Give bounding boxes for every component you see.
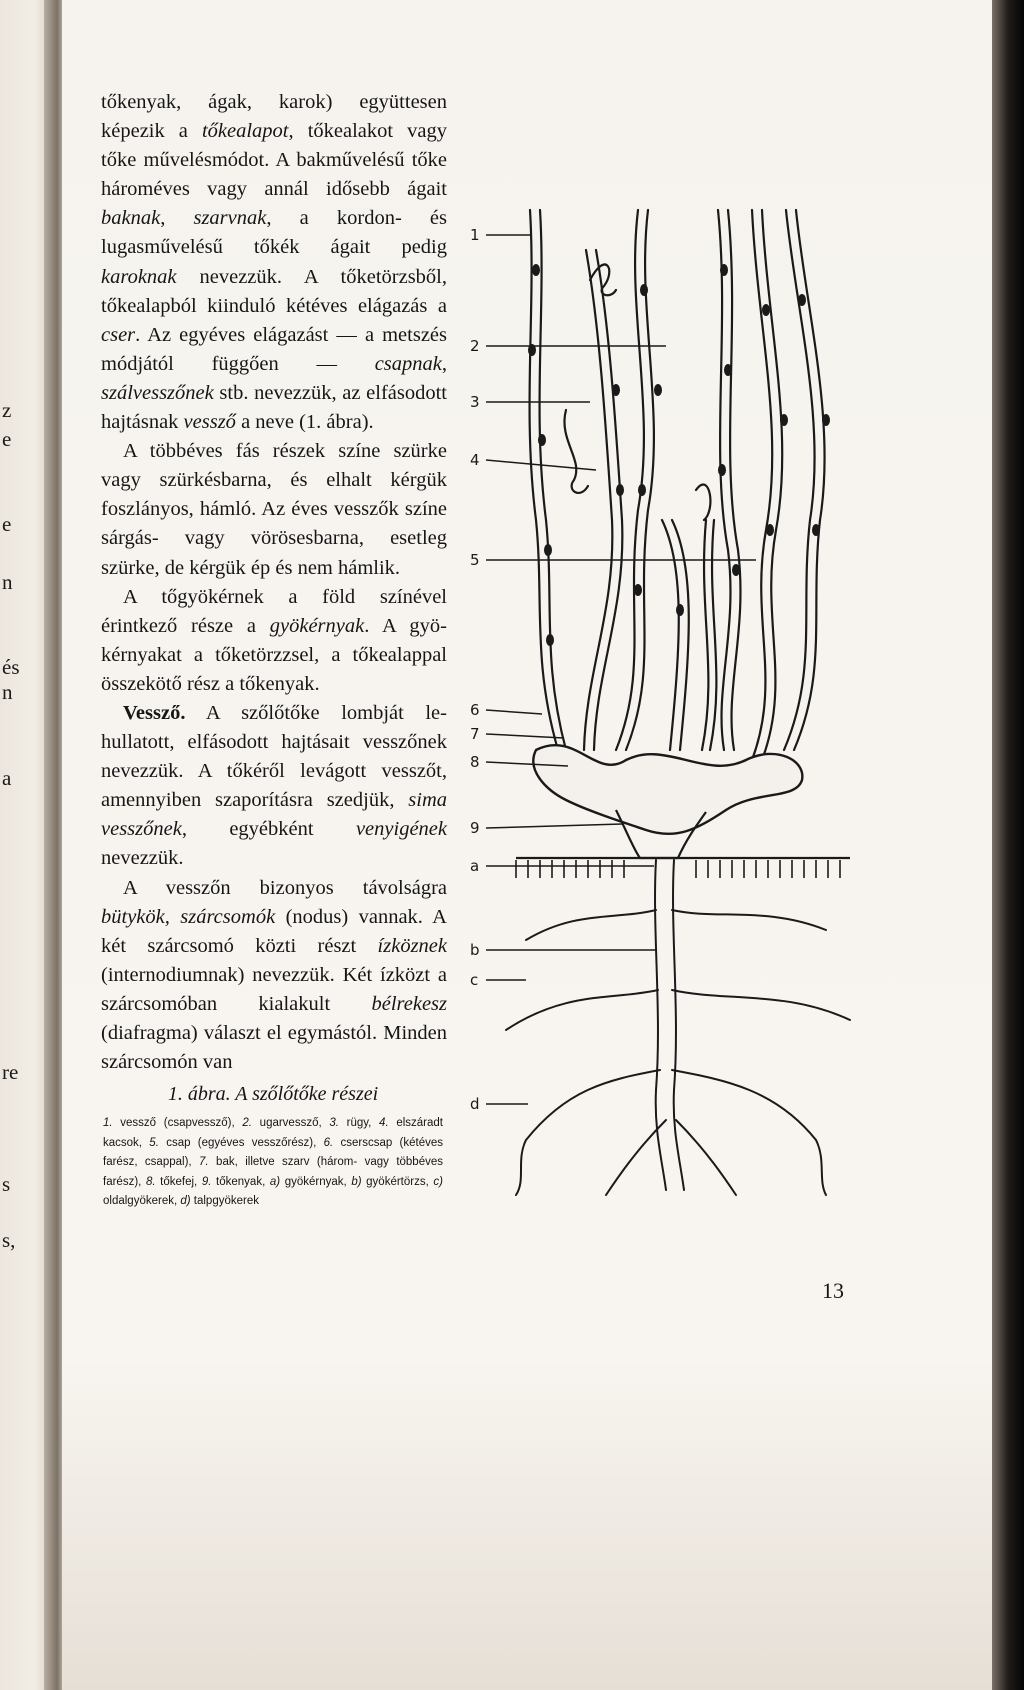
prev-page-fragment: a [2, 766, 12, 790]
figure-label: 1 [470, 226, 480, 244]
caption-body: 1. vessző (csapvessző), 2. ugarvessző, 3. rügy, 4. elszáradt kacsok, 5. csap (egyéves vesszőrész), 6. cserscsap (kétéves farész, csappal), 7. bak, illetve szarv (három- vagy többéves farész), 8. tőkefej, 9. tőkenyak, a) gyökérnyak, b) gyökértörzs, c) oldalgyökerek, d) talpgyökerek [103, 1117, 443, 1208]
paragraph-3: A tőgyökérnek a föld színével érintkező része a gyökérnyak. A gyökérnyakat a tőketörzzsel, a tőkealappal összekötő rész a tőkenyak. [101, 585, 447, 695]
paragraph-1: tőkenyak, ágak, karok) együttesen képezik a tőkealapot, tőkealakot vagy tőke művelésmódot. A bakművelésű tőke hároméves vagy annál idősebb ágait baknak, szarvnak, a kordon- és lugasművelésű tőkék ágait pedig karoknak nevezzük. A tőketörzsből, tőkealapból kiinduló kétéves elágazás a cser. Az egyéves elágazást — a metszés módjától függően — csapnak, szálvesszőnek stb. nevezzük, az elfásodott hajtásnak vessző a neve (1. ábra). [101, 91, 447, 434]
figure-label: 3 [470, 393, 480, 411]
caption-title: 1. ábra. A szőlőtőke részei [167, 1083, 379, 1105]
body-text [101, 88, 447, 1077]
ground-line [516, 858, 850, 878]
page-edge-shadow [992, 0, 1024, 1690]
figure-label: c [470, 971, 479, 989]
page-number: 13 [822, 1278, 844, 1303]
vine-head [533, 745, 802, 834]
figure-label: 8 [470, 753, 480, 771]
paragraph-5: A vesszőn bizonyos távolságra bütykök, szárcsomók (nodus) vannak. A két szárcsomó közti részt ízköznek (internodiumnak) nevezzük. Két ízközt a szárcsomóban kialakult bélrekesz (diafragma) választ el egymástól. Minden szárcsomón van [101, 876, 447, 1074]
paragraph-2: A többéves fás részek színe szürke vagy szürkésbarna, és elhalt kérgük foszlányos, hámló. Az éves vesszők színe sárgás- vagy vörösesbarna, esetleg szürke, de kérgük ép és nem hámlik. [101, 440, 447, 579]
figure-label: 2 [470, 337, 480, 355]
figure-label: d [470, 1095, 480, 1113]
figure-label: a [470, 857, 480, 875]
vine-canes [530, 210, 825, 760]
figure-label: 9 [470, 819, 480, 837]
figure-caption [103, 1083, 443, 1212]
prev-page-fragment: n [2, 680, 13, 704]
figure-label: 6 [470, 701, 480, 719]
prev-page-fragment: s [2, 1172, 11, 1196]
figure-label: 4 [470, 451, 480, 469]
grapevine-figure [466, 190, 866, 1200]
prev-page-fragment: e [2, 512, 12, 536]
prev-page-fragment: s, [2, 1228, 16, 1252]
figure-label: b [470, 941, 480, 959]
section-heading: Vessző. [123, 701, 186, 724]
figure-label: 5 [470, 551, 480, 569]
prev-page-fragment: n [2, 570, 13, 594]
paragraph-4: Vessző. A szőlőtőke lombját lehullatott, elfásodott hajtásait vesszőnek nevezzük. A tőkéről levágott vesszőt, amennyiben szaporításra szedjük, sima vesszőnek, egyébként venyigének nevezzük. [101, 701, 447, 870]
figure-label: 7 [470, 725, 480, 743]
prev-page-fragment: z [2, 398, 12, 422]
prev-page-fragment: és [2, 655, 20, 679]
prev-page-fragment: e [2, 427, 12, 451]
prev-page-fragment: re [2, 1060, 19, 1084]
vine-roots [506, 860, 850, 1195]
figure-labels [470, 226, 480, 1113]
